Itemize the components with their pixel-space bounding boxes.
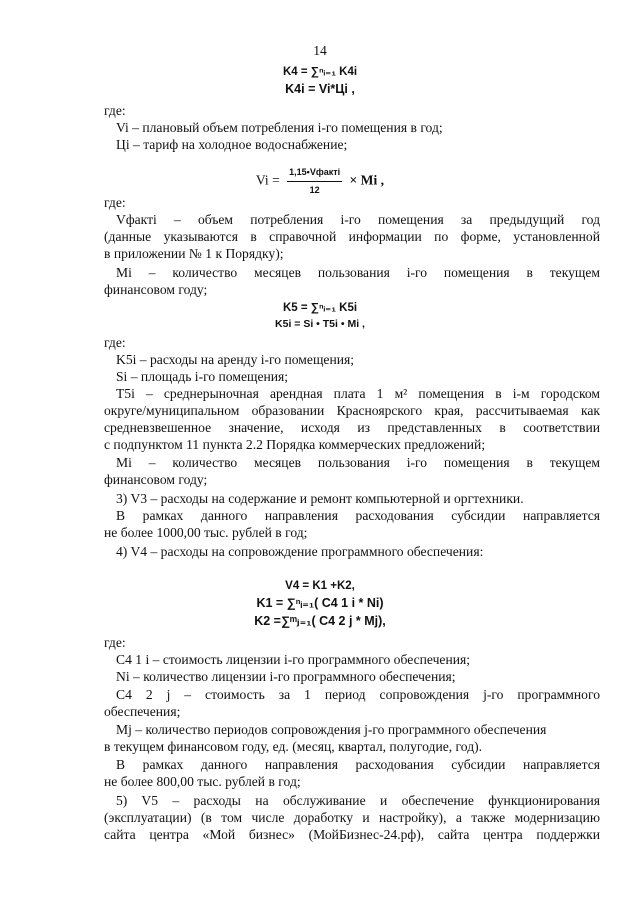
definition-ni: Ni – количество лицензии i-го программного обеспечения; (116, 669, 456, 684)
page-number: 14 (313, 43, 327, 58)
gde-label: где: (104, 103, 126, 118)
definition-c42j-line1: C4 2 j – стоимость за 1 период сопровождения j-го программного (116, 687, 600, 702)
item-3: 3) V3 – расходы на содержание и ремонт компьютерной и оргтехники. (116, 491, 524, 506)
definition-vi: Vi – плановый объем потребления i-го помещения в год; (116, 120, 443, 135)
definition-t5i-line3: средневзвешенное значение, исходя из представленных в соответствии (104, 420, 600, 435)
definition-tsi: Цi – тариф на холодное водоснабжение; (116, 137, 348, 152)
gde-label: где: (104, 335, 126, 350)
definition-mi-line1: Mi – количество месяцев пользования i-го помещения в текущем (116, 455, 600, 470)
definition-si: Si – площадь i-го помещения; (116, 369, 289, 384)
item-5-line3: сайта центра «Мой бизнес» (МойБизнес-24.рф), сайта центра поддержки (104, 827, 600, 842)
formula-k4-line1: K4 = ∑ⁿᵢ₌₁ K4i (282, 66, 358, 78)
item-5-line2: (эксплуатации) (в том числе доработку и настройку), а также модернизацию (104, 810, 600, 825)
item-5-line1: 5) V5 – расходы на обслуживание и обеспечение функционирования (116, 793, 600, 808)
definition-t5i-line2: округе/муниципальном образовании Красноярского края, рассчитываемая как (104, 403, 600, 418)
formula-vi-denominator: 12 (309, 185, 320, 195)
formula-k4-line2: K4i = Vi*Цi , (285, 82, 355, 96)
definition-t5i-line4: с подпунктом 11 пункта 2.2 Порядка коммерческих предложений; (104, 437, 486, 452)
gde-label: где: (104, 635, 126, 650)
item-4: 4) V4 – расходы на сопровождение программного обеспечения: (116, 544, 484, 559)
limit-4-line1: В рамках данного направления расходования субсидии направляется (116, 757, 600, 772)
definition-c41i: C4 1 i – стоимость лицензии i-го программного обеспечения; (116, 652, 471, 667)
formula-v4-line1: V4 = K1 +K2, (285, 580, 355, 592)
definition-vfakt-line3: в приложении № 1 к Порядку); (104, 246, 284, 261)
formula-k5-line1: K5 = ∑ⁿᵢ₌₁ K5i (282, 302, 358, 314)
formula-vi-lhs: Vi = (255, 172, 280, 188)
definition-c42j-line2: обеспечения; (104, 704, 181, 719)
formula-vi-numerator: 1,15•Vфактi (287, 164, 342, 182)
definition-k5i: K5i – расходы на аренду i-го помещения; (116, 352, 355, 367)
definition-mi-line2: финансовом году; (104, 472, 208, 487)
definition-vfakt-line2: (данные указываются в справочной информации по форме, установленной (104, 229, 600, 244)
definition-mi-line1: Mi – количество месяцев пользования i-го помещения в текущем (116, 265, 600, 280)
formula-vi-rhs: × Mi , (349, 172, 385, 188)
limit-3-line1: В рамках данного направления расходования субсидии направляется (116, 508, 600, 523)
formula-k5-line2: K5i = Si • T5i • Mi , (275, 318, 365, 330)
definition-mj-line1: Mj – количество периодов сопровождения j-го программного обеспечения (116, 722, 547, 737)
gde-label: где: (104, 195, 126, 210)
definition-t5i-line1: T5i – среднерыночная арендная плата 1 м² помещения в i-м городском (116, 386, 600, 401)
definition-vfakt-line1: Vфактi – объем потребления i-го помещения за предыдущий год (116, 212, 600, 227)
limit-4-line2: не более 800,00 тыс. рублей в год; (104, 774, 301, 789)
definition-mj-line2: в текущем финансовом году, ед. (месяц, квартал, полугодие, год). (104, 739, 483, 754)
limit-3-line2: не более 1000,00 тыс. рублей в год; (104, 525, 308, 540)
definition-mi-line2: финансовом году; (104, 282, 208, 297)
formula-v4-line3: K2 =∑ᵐⱼ₌₁( C4 2 j * Mj), (254, 614, 386, 628)
formula-v4-line2: K1 = ∑ⁿᵢ₌₁( C4 1 i * Ni) (256, 596, 384, 610)
